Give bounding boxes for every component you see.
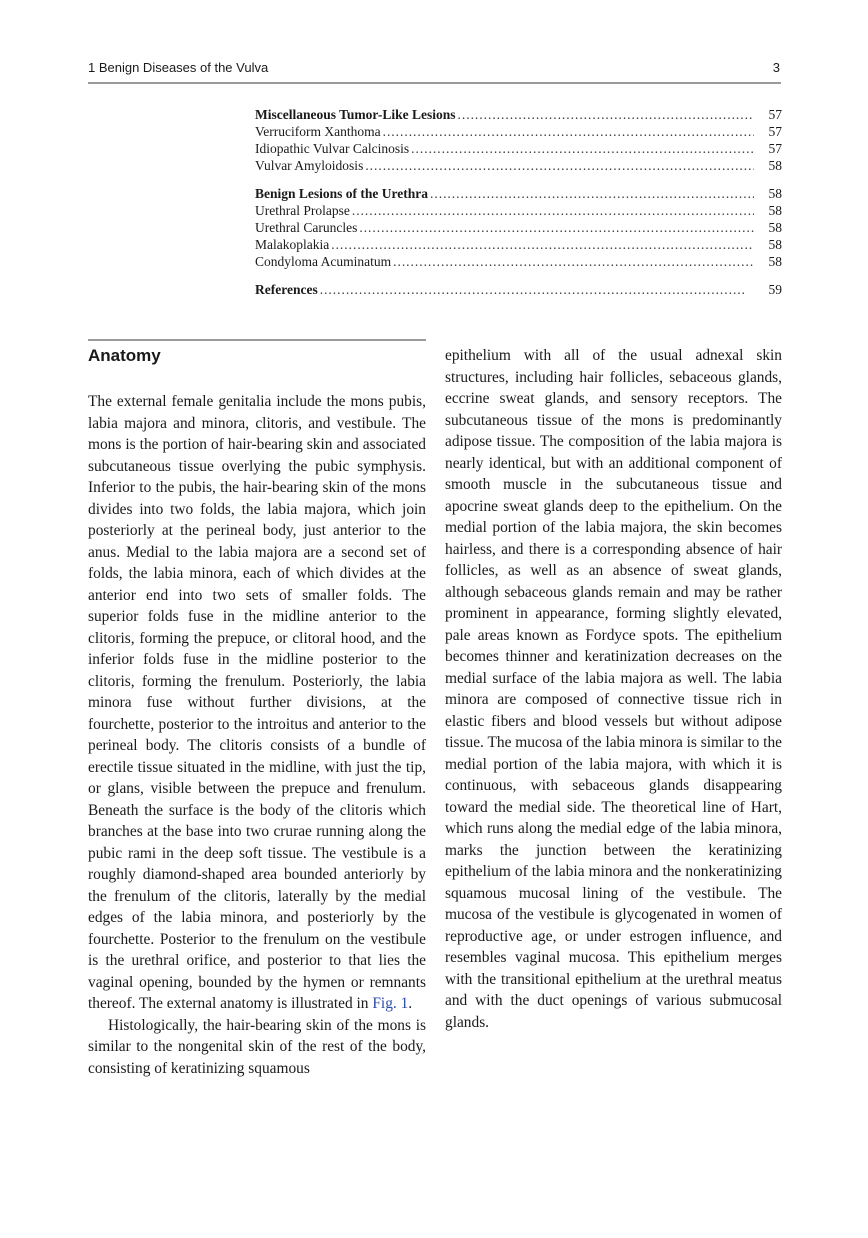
toc-leader-dots <box>331 236 754 253</box>
table-of-contents <box>255 106 782 309</box>
chapter-title: 1 Benign Diseases of the Vulva <box>88 60 269 75</box>
toc-entry-label: Urethral Caruncles <box>255 220 358 235</box>
toc-page-number: 57 <box>768 107 782 122</box>
toc-heading-row[interactable] <box>255 185 782 202</box>
toc-entry-row[interactable] <box>255 140 782 157</box>
toc-entry-label: Verruciform Xanthoma <box>255 124 381 139</box>
toc-leader-dots <box>393 253 754 270</box>
body-paragraph: Histologically, the hair-bearing skin of the mons is similar to the nongenital skin of the rest of the body, consisting of keratinizing squamous <box>88 1016 426 1077</box>
toc-page-number: 58 <box>768 220 782 235</box>
toc-group <box>255 106 782 174</box>
toc-group <box>255 185 782 270</box>
toc-entry-label: Condyloma Acuminatum <box>255 254 392 269</box>
toc-entry-row[interactable] <box>255 236 782 253</box>
toc-leader-dots <box>383 123 754 140</box>
figure-reference-link[interactable]: Fig. 1 <box>372 995 409 1012</box>
toc-entry-row[interactable] <box>255 219 782 236</box>
toc-page-number: 58 <box>768 158 782 173</box>
toc-leader-dots <box>352 202 754 219</box>
paragraph-text: . <box>408 995 413 1012</box>
section-divider <box>88 339 426 341</box>
toc-entry-label: Urethral Prolapse <box>255 203 350 218</box>
body-column-right <box>445 345 782 1033</box>
toc-entry-label: Idiopathic Vulvar Calcinosis <box>255 141 410 156</box>
toc-page-number: 57 <box>768 124 782 139</box>
toc-page-number: 58 <box>768 237 782 252</box>
toc-page-number: 58 <box>768 203 782 218</box>
toc-entry-label: Vulvar Amyloidosis <box>255 158 364 173</box>
toc-leader-dots <box>365 157 754 174</box>
toc-page-number: 59 <box>768 282 782 297</box>
toc-page-number: 58 <box>768 254 782 269</box>
toc-leader-dots <box>458 106 754 123</box>
toc-entry-row[interactable] <box>255 253 782 270</box>
toc-heading-label: Benign Lesions of the Urethra <box>255 186 429 201</box>
running-head <box>88 58 780 80</box>
toc-entry-row[interactable] <box>255 157 782 174</box>
section-heading: Anatomy <box>88 346 161 365</box>
toc-entry-row[interactable] <box>255 123 782 140</box>
body-paragraph: epithelium with all of the usual adnexal skin structures, including hair follicles, sebaceous glands, eccrine sweat glands, and sensory receptors. The subcutaneous tissue of the mons is predominantly adipose tissue. The composition of the labia majora is nearly identical, but with an additional component of smooth muscle in the subcutaneous tissue and apocrine sweat glands deep to the epithelium. On the medial portion of the labia majora, the skin becomes hairless, and there is a corresponding absence of hair follicles, as well as an absence of sweat glands, although sebaceous glands remain and may be rather prominent in appearance, forming slightly elevated, pale areas known as Fordyce spots. The epithelium becomes thinner and keratinization decreases on the medial surface of the labia majora as well. The labia minora are composed of connective tissue rich in elastic fibers and blood vessels but without adipose tissue. The mucosa of the labia minora is similar to the medial portion of the labia majora, with which it is continuous, with sebaceous glands disappearing toward the medial side. The theoretical line of Hart, which runs along the medial edge of the labia minora, marks the junction between the keratinizing epithelium of the labia minora and the nonkeratinizing squamous mucosal lining of the vestibule. The mucosa of the vestibule is glycogenated in women of reproductive age, or under estrogen influence, and resembles vaginal mucosa. This epithelium merges with the transitional epithelium at the urethral meatus and with the duct openings of various submucosal glands. <box>445 347 782 1031</box>
toc-leader-dots <box>359 219 754 236</box>
toc-group <box>255 281 782 298</box>
toc-heading-label: References <box>255 282 318 297</box>
paragraph-text: The external female genitalia include the mons pubis, labia majora and minora, clitoris, and vestibule. The mons is the portion of hair-bearing skin and associated subcutaneous tissue overlying the pubic symphysis. Inferior to the pubis, the hair-bearing skin of the mons divides into two folds, the labia majora, which join posteriorly at the perineal body, just anterior to the anus. Medial to the labia majora are a second set of folds, the labia minora, each of which divides at the anterior end into two sets of smaller folds. The superior folds fuse in the midline anterior to the clitoris, forming the prepuce, or clitoral hood, and the inferior folds fuse in the midline posterior to the clitoris, forming the frenulum. Posteriorly, the labia minora fuse without further divisions, at the fourchette, posterior to the introitus and anterior to the perineal body. The clitoris consists of a bundle of erectile tissue situated in the midline, with just the tip, or glans, visible between the prepuce and frenulum. Beneath the surface is the body of the clitoris which branches at the base into two crurae running along the pubic rami in the deep soft tissue. The vestibule is a roughly diamond-shaped area bounded anteriorly by the frenulum of the clitoris, laterally by the medial edges of the labia minora, and posteriorly by the fourchette. Posterior to the frenulum on the vestibule is the urethral orifice, and posterior to that lies the vaginal opening, bounded by the hymen or remnants thereof. The external anatomy is illustrated in <box>88 393 426 1012</box>
toc-entry-label: Malakoplakia <box>255 237 330 252</box>
toc-leader-dots <box>411 140 754 157</box>
toc-page-number: 57 <box>768 141 782 156</box>
toc-entry-row[interactable] <box>255 202 782 219</box>
toc-leader-dots <box>320 281 754 298</box>
body-paragraph <box>88 391 426 1015</box>
page-number: 3 <box>772 60 780 75</box>
toc-heading-row[interactable] <box>255 281 782 298</box>
toc-heading-row[interactable] <box>255 106 782 123</box>
toc-heading-label: Miscellaneous Tumor-Like Lesions <box>255 107 456 122</box>
toc-leader-dots <box>430 185 754 202</box>
toc-page-number: 58 <box>768 186 782 201</box>
body-column-left <box>88 391 426 1079</box>
header-divider <box>88 82 781 84</box>
